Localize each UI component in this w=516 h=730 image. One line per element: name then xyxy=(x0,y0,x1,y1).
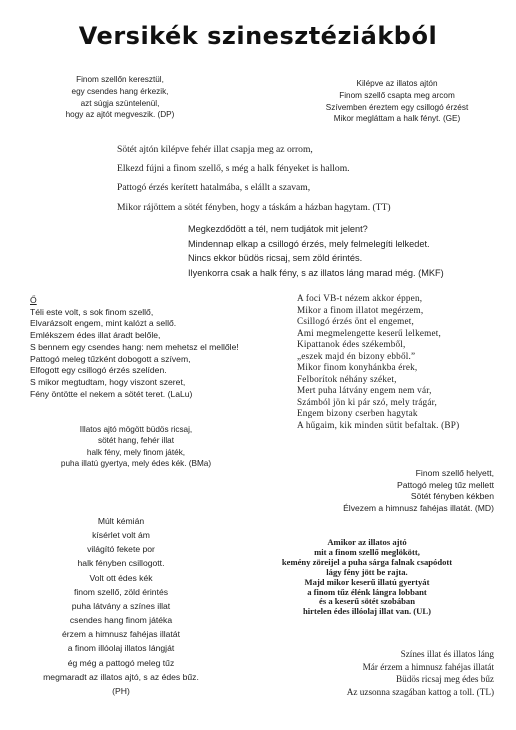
poem-line: Az uzsonna szagában kattog a toll. (TL) xyxy=(346,686,494,697)
poem-line: A hűgaim, kik minden sütit befaltak. (BP) xyxy=(297,420,460,431)
poem-lalu xyxy=(30,295,239,400)
poem-line: finom szellő, zöld érintés xyxy=(73,586,169,597)
poem-line: hogy az ajtót megveszik. (DP) xyxy=(65,110,175,120)
poem-line: Ami megmelengette keserű lelkemet, xyxy=(297,327,442,338)
poem-line: puha látvány a színes illat xyxy=(71,600,171,611)
poem-heading: Ő xyxy=(30,295,37,305)
poem-line: halk fényben csillogott. xyxy=(77,558,165,569)
poem-line: Színes illat és illatos láng xyxy=(400,649,494,659)
poem-line: Sötét ajtón kilépve fehér illat csapja meg az orrom, xyxy=(117,144,313,155)
poem-line: világító fekete por xyxy=(87,544,155,555)
poem-line: a finom tűz élénk lángra lobbant xyxy=(307,586,427,597)
poem-line: Illatos ajtó mögött büdös ricsaj, xyxy=(79,425,193,434)
poem-line: Sötét fényben kékben xyxy=(410,491,494,502)
poem-bma xyxy=(56,424,216,469)
poem-line: Emlékszem édes illat áradt belőle, xyxy=(30,330,161,341)
poem-line: Amikor az illatos ajtó xyxy=(327,537,407,547)
poem-line: S bennem egy csendes hang: nem mehetsz el mellőle! xyxy=(30,341,239,352)
poem-ge xyxy=(322,78,472,125)
poem-line: kísérlet volt ám xyxy=(92,530,150,541)
poem-line: Múlt kémián xyxy=(97,516,145,526)
poem-line: lágy fény jött be rajta. xyxy=(326,566,408,577)
poem-bp xyxy=(297,293,459,432)
poem-line: Megkezdődött a tél, nem tudjátok mit jelent? xyxy=(188,224,368,234)
poem-line: Kilépve az illatos ajtón xyxy=(356,79,438,88)
poem-line: Mindennap elkap a csillogó érzés, mely felmelegíti lelkedet. xyxy=(188,238,430,249)
poem-line: Mert puha látvány engem nem vár, xyxy=(297,385,432,396)
poem-line: hirtelen édes illóolaj illat van. (UL) xyxy=(303,606,431,617)
poem-line: S mikor megtudtam, hogy viszont szeret, xyxy=(30,376,186,387)
poem-line: Számból jön ki pár szó, mely trágár, xyxy=(297,396,438,407)
poem-line: Pattogó meleg tűzként dobogott a szívem, xyxy=(30,353,191,364)
poem-line: ég még a pattogó meleg tűz xyxy=(67,657,175,668)
poem-line: Pattogó érzés kerített hatalmába, s elállt a szavam, xyxy=(117,182,311,194)
poem-line: Felborítok néhány széket, xyxy=(297,373,397,384)
poem-line: Mikor megláttam a halk fényt. (GE) xyxy=(333,114,461,124)
poem-line: Büdös ricsaj meg édes bűz xyxy=(396,674,494,685)
poem-line: mit a finom szellő meglökött, xyxy=(314,546,420,557)
poem-ul xyxy=(262,538,472,617)
poem-line: Mikor finom konyhánkba érek, xyxy=(297,362,418,373)
poem-md xyxy=(292,468,494,515)
poem-line: Mikor a finom illatot megérzem, xyxy=(297,304,424,315)
poem-line: Fény öntötte el nekem a sötét teret. (LaLu) xyxy=(30,388,193,399)
poem-tl xyxy=(282,648,494,698)
poem-line: (PH) xyxy=(112,685,130,696)
poem-line: kemény zöreijel a puha sárga falnak csapódott xyxy=(281,556,453,567)
poem-line: halk fény, mely finom játék, xyxy=(86,447,186,457)
poem-line: egy csendes hang érkezik, xyxy=(71,86,169,96)
poem-line: Már érzem a himnusz fahéjas illatát xyxy=(362,661,494,672)
poem-line: Elfogott egy csillogó érzés szelíden. xyxy=(30,365,167,376)
poem-mkf xyxy=(188,222,444,280)
poem-line: Ilyenkorra csak a halk fény, s az illatos láng marad még. (MKF) xyxy=(188,267,444,278)
poem-line: sötét hang, fehér illat xyxy=(97,436,174,446)
poem-line: Élvezem a himnusz fahéjas illatát. (MD) xyxy=(343,503,494,514)
poem-line: Finom szellő helyett, xyxy=(415,468,494,478)
poem-line: puha illatú gyertya, mely édes kék. (BMa) xyxy=(60,458,212,468)
poem-line: és a keserű sötét szobában xyxy=(319,596,415,607)
poem-dp xyxy=(55,74,185,121)
poem-line: Finom szellőn keresztül, xyxy=(76,75,164,84)
poem-line: Nincs ekkor büdös ricsaj, sem zöld érintés. xyxy=(188,253,363,264)
poem-line: Majd mikor keserű illatú gyertyát xyxy=(304,576,430,587)
poem-line: Elvarázsolt engem, mint kalózt a sellő. xyxy=(30,318,177,329)
poem-line: A foci VB-t nézem akkor éppen, xyxy=(297,293,423,303)
poem-tt xyxy=(117,140,391,217)
poem-line: érzem a himnusz fahéjas illatát xyxy=(62,629,180,640)
poem-line: Elkezd fújni a finom szellő, s még a halk fényeket is hallom. xyxy=(117,163,350,175)
poem-line: Kipattanok édes székemből, xyxy=(297,339,406,350)
poem-ph xyxy=(6,514,236,698)
poem-line: Mikor rájöttem a sötét fényben, hogy a táskám a házban hagytam. (TT) xyxy=(117,201,391,213)
page-title: Versikék szinesztéziákból xyxy=(78,22,438,50)
poem-line: Szívemben éreztem egy csillogó érzést xyxy=(325,102,469,112)
poem-line: Csillogó érzés önt el engemet, xyxy=(297,316,414,327)
poem-line: megmaradt az illatos ajtó, s az édes bűz. xyxy=(43,671,199,682)
poem-line: Engem bizony cserben hagytak xyxy=(297,408,418,419)
poem-line: Finom szellő csapta meg arcom xyxy=(339,90,455,100)
poem-line: Téli este volt, s sok finom szellő, xyxy=(30,306,154,317)
poem-line: azt súgja szüntelenül, xyxy=(80,98,160,108)
poem-line: Pattogó meleg tűz mellett xyxy=(397,479,494,490)
poem-line: csendes hang finom játéka xyxy=(69,615,173,626)
poem-line: „eszek majd én bizony ebből.” xyxy=(297,350,416,361)
poem-line: a finom illóolaj illatos lángját xyxy=(67,643,175,654)
poem-line: Volt ott édes kék xyxy=(89,572,153,583)
